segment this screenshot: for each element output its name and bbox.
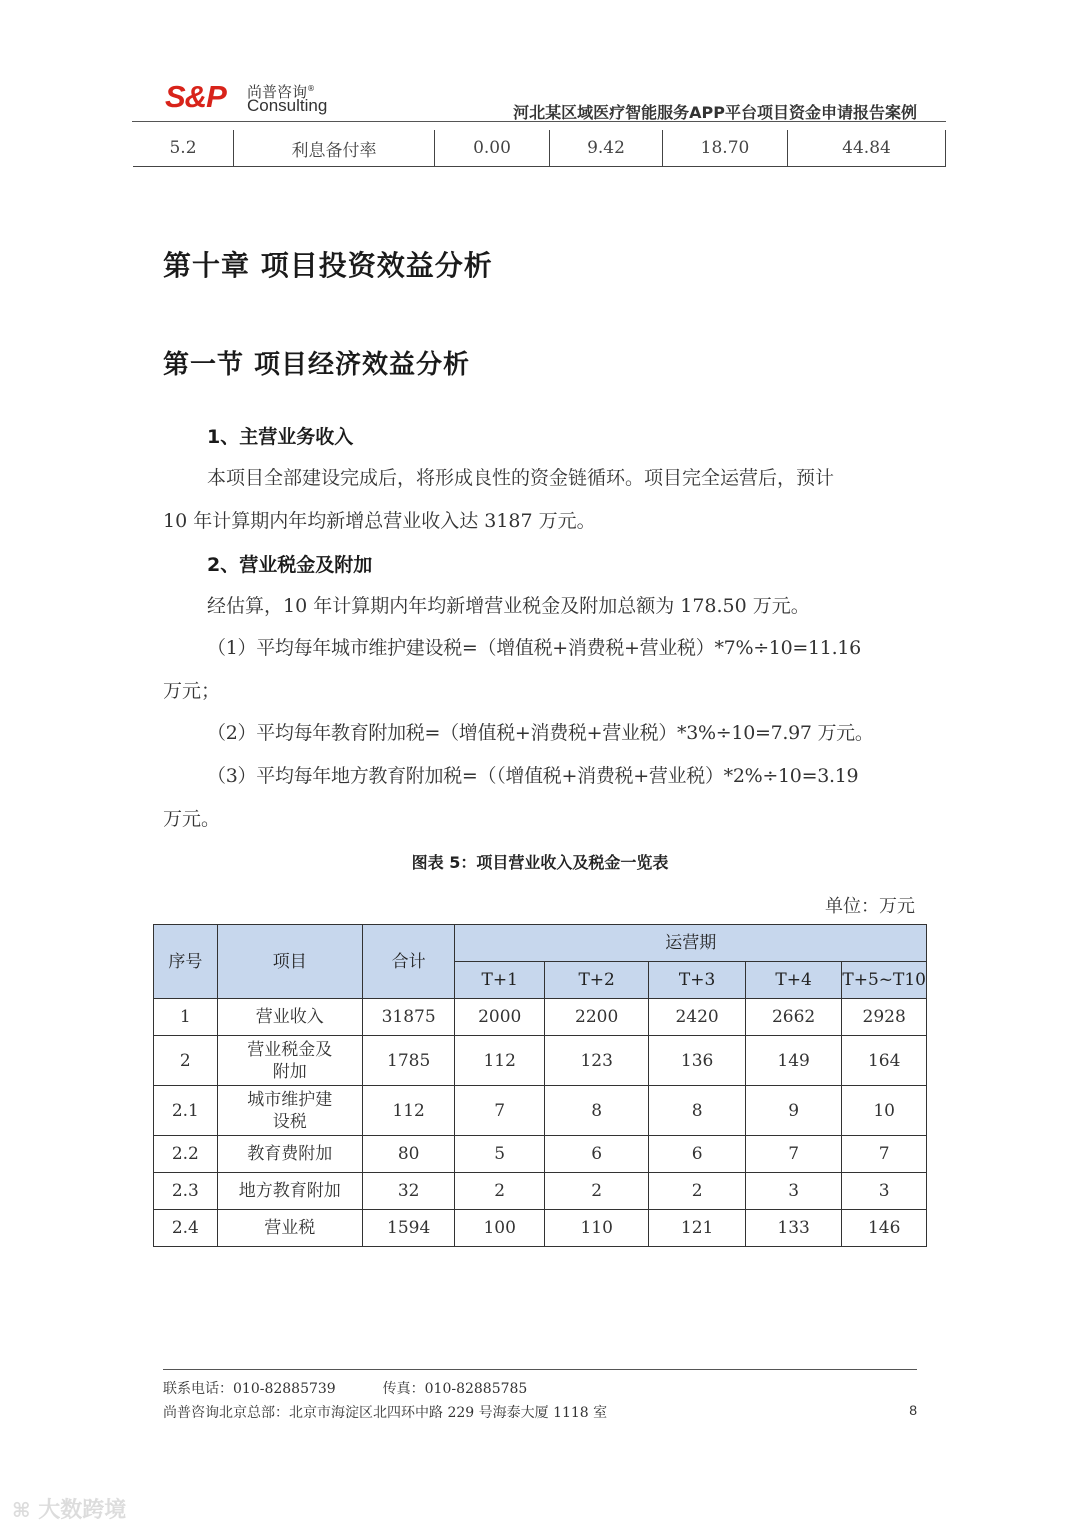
cell-value: 8 — [544, 1086, 648, 1136]
page-number: 8 — [909, 1402, 917, 1418]
cell-total: 32 — [362, 1173, 455, 1210]
logo-english-name: Consulting — [247, 96, 328, 115]
table-row — [133, 130, 946, 167]
previous-table-fragment — [133, 130, 946, 167]
cell-value: 10 — [842, 1086, 927, 1136]
cell-seq: 1 — [154, 999, 218, 1036]
cell-value: 149 — [745, 1036, 842, 1086]
cell-seq: 2.1 — [154, 1086, 218, 1136]
header-year: T+2 — [544, 962, 648, 999]
item2-paragraph-1: 经估算，10 年计算期内年均新增营业税金及附加总额为 178.50 万元。 — [207, 595, 810, 617]
table-unit: 单位：万元 — [825, 896, 915, 917]
revenue-tax-table — [153, 924, 927, 1247]
logo-chinese-name: 尚普咨询® — [247, 83, 316, 101]
cell-value: 7 — [842, 1136, 927, 1173]
watermark-text: 大数跨境 — [38, 1498, 127, 1523]
table-caption: 图表 5：项目营业收入及税金一览表 — [411, 853, 669, 872]
item2-paragraph-4-line1: （3）平均每年地方教育附加税=（（增值税+消费税+营业税）*2%÷10=3.19 — [207, 765, 859, 787]
cell-value: 112 — [455, 1036, 545, 1086]
cell-value: 7 — [745, 1136, 842, 1173]
cell-value: 3 — [745, 1173, 842, 1210]
cell-item: 教育费附加 — [217, 1136, 362, 1173]
cell-value: 110 — [544, 1210, 648, 1247]
table-row — [154, 1086, 927, 1136]
footer-address: 尚普咨询北京总部：北京市海淀区北四环中路 229 号海泰大厦 1118 室 — [163, 1405, 608, 1421]
item1-paragraph-line1: 本项目全部建设完成后，将形成良性的资金链循环。项目完全运营后，预计 — [207, 467, 835, 489]
table-cell: 9.42 — [550, 130, 663, 167]
table-cell: 44.84 — [788, 130, 946, 167]
cell-total: 31875 — [362, 999, 455, 1036]
cell-value: 164 — [842, 1036, 927, 1086]
cell-value: 100 — [455, 1210, 545, 1247]
item1-paragraph-line2: 10 年计算期内年均新增总营业收入达 3187 万元。 — [163, 510, 596, 532]
table-header-row — [154, 925, 927, 962]
table-cell: 18.70 — [663, 130, 788, 167]
cell-seq: 2.2 — [154, 1136, 218, 1173]
cell-value: 2928 — [842, 999, 927, 1036]
cell-item: 营业税 — [217, 1210, 362, 1247]
cell-seq: 2 — [154, 1036, 218, 1086]
cell-total: 80 — [362, 1136, 455, 1173]
logo-mark: S&P — [165, 79, 226, 114]
cell-value: 5 — [455, 1136, 545, 1173]
header-year: T+1 — [455, 962, 545, 999]
cell-value: 7 — [455, 1086, 545, 1136]
header-seq: 序号 — [154, 925, 218, 999]
cell-total: 1594 — [362, 1210, 455, 1247]
cell-value: 9 — [745, 1086, 842, 1136]
cell-total: 112 — [362, 1086, 455, 1136]
footer-fax: 传真：010-82885785 — [382, 1381, 528, 1397]
cell-seq: 2.4 — [154, 1210, 218, 1247]
header-year: T+4 — [745, 962, 842, 999]
cell-value: 3 — [842, 1173, 927, 1210]
cell-value: 2 — [544, 1173, 648, 1210]
cell-value: 136 — [649, 1036, 745, 1086]
cell-value: 6 — [544, 1136, 648, 1173]
item2-paragraph-2-line1: （1）平均每年城市维护建设税=（增值税+消费税+营业税）*7%÷10=11.16 — [207, 637, 861, 659]
watermark — [12, 1493, 126, 1524]
item2-paragraph-3: （2）平均每年教育附加税=（增值税+消费税+营业税）*3%÷10=7.97 万元。 — [207, 722, 874, 744]
cell-value: 146 — [842, 1210, 927, 1247]
table-row — [154, 1036, 927, 1086]
item2-paragraph-4-line2: 万元。 — [163, 808, 221, 830]
footer-divider — [163, 1369, 917, 1370]
cell-value: 2200 — [544, 999, 648, 1036]
cell-value: 2000 — [455, 999, 545, 1036]
footer-phone: 联系电话：010-82885739 — [163, 1381, 336, 1397]
item2-heading: 2、营业税金及附加 — [207, 554, 373, 576]
table-cell: 0.00 — [435, 130, 550, 167]
cell-value: 2 — [649, 1173, 745, 1210]
cell-item: 营业收入 — [217, 999, 362, 1036]
chapter-title: 第十章 项目投资效益分析 — [163, 249, 493, 282]
cell-value: 8 — [649, 1086, 745, 1136]
header-year: T+3 — [649, 962, 745, 999]
cell-seq: 2.3 — [154, 1173, 218, 1210]
cell-value: 2662 — [745, 999, 842, 1036]
cell-value: 2420 — [649, 999, 745, 1036]
watermark-logo-icon: ⌘ — [12, 1498, 31, 1522]
cell-value: 133 — [745, 1210, 842, 1247]
header-year: T+5~T10 — [842, 962, 927, 999]
cell-value: 123 — [544, 1036, 648, 1086]
table-row — [154, 999, 927, 1036]
header-divider — [132, 121, 946, 122]
table-cell: 利息备付率 — [234, 130, 435, 167]
cell-value: 6 — [649, 1136, 745, 1173]
table-cell: 5.2 — [133, 130, 234, 167]
item2-paragraph-2-line2: 万元； — [163, 680, 221, 702]
company-logo — [165, 80, 335, 120]
table-row — [154, 1136, 927, 1173]
cell-item: 城市维护建设税 — [217, 1086, 362, 1136]
cell-total: 1785 — [362, 1036, 455, 1086]
section-title: 第一节 项目经济效益分析 — [163, 350, 471, 380]
report-header-title: 河北某区域医疗智能服务APP平台项目资金申请报告案例 — [513, 103, 917, 122]
footer-contact — [163, 1378, 527, 1398]
header-operation-period: 运营期 — [455, 925, 927, 962]
table-row — [154, 1210, 927, 1247]
item1-heading: 1、主营业务收入 — [207, 426, 354, 448]
cell-value: 121 — [649, 1210, 745, 1247]
cell-value: 2 — [455, 1173, 545, 1210]
header-item: 项目 — [217, 925, 362, 999]
cell-item: 营业税金及附加 — [217, 1036, 362, 1086]
cell-item: 地方教育附加 — [217, 1173, 362, 1210]
header-total: 合计 — [362, 925, 455, 999]
table-row — [154, 1173, 927, 1210]
